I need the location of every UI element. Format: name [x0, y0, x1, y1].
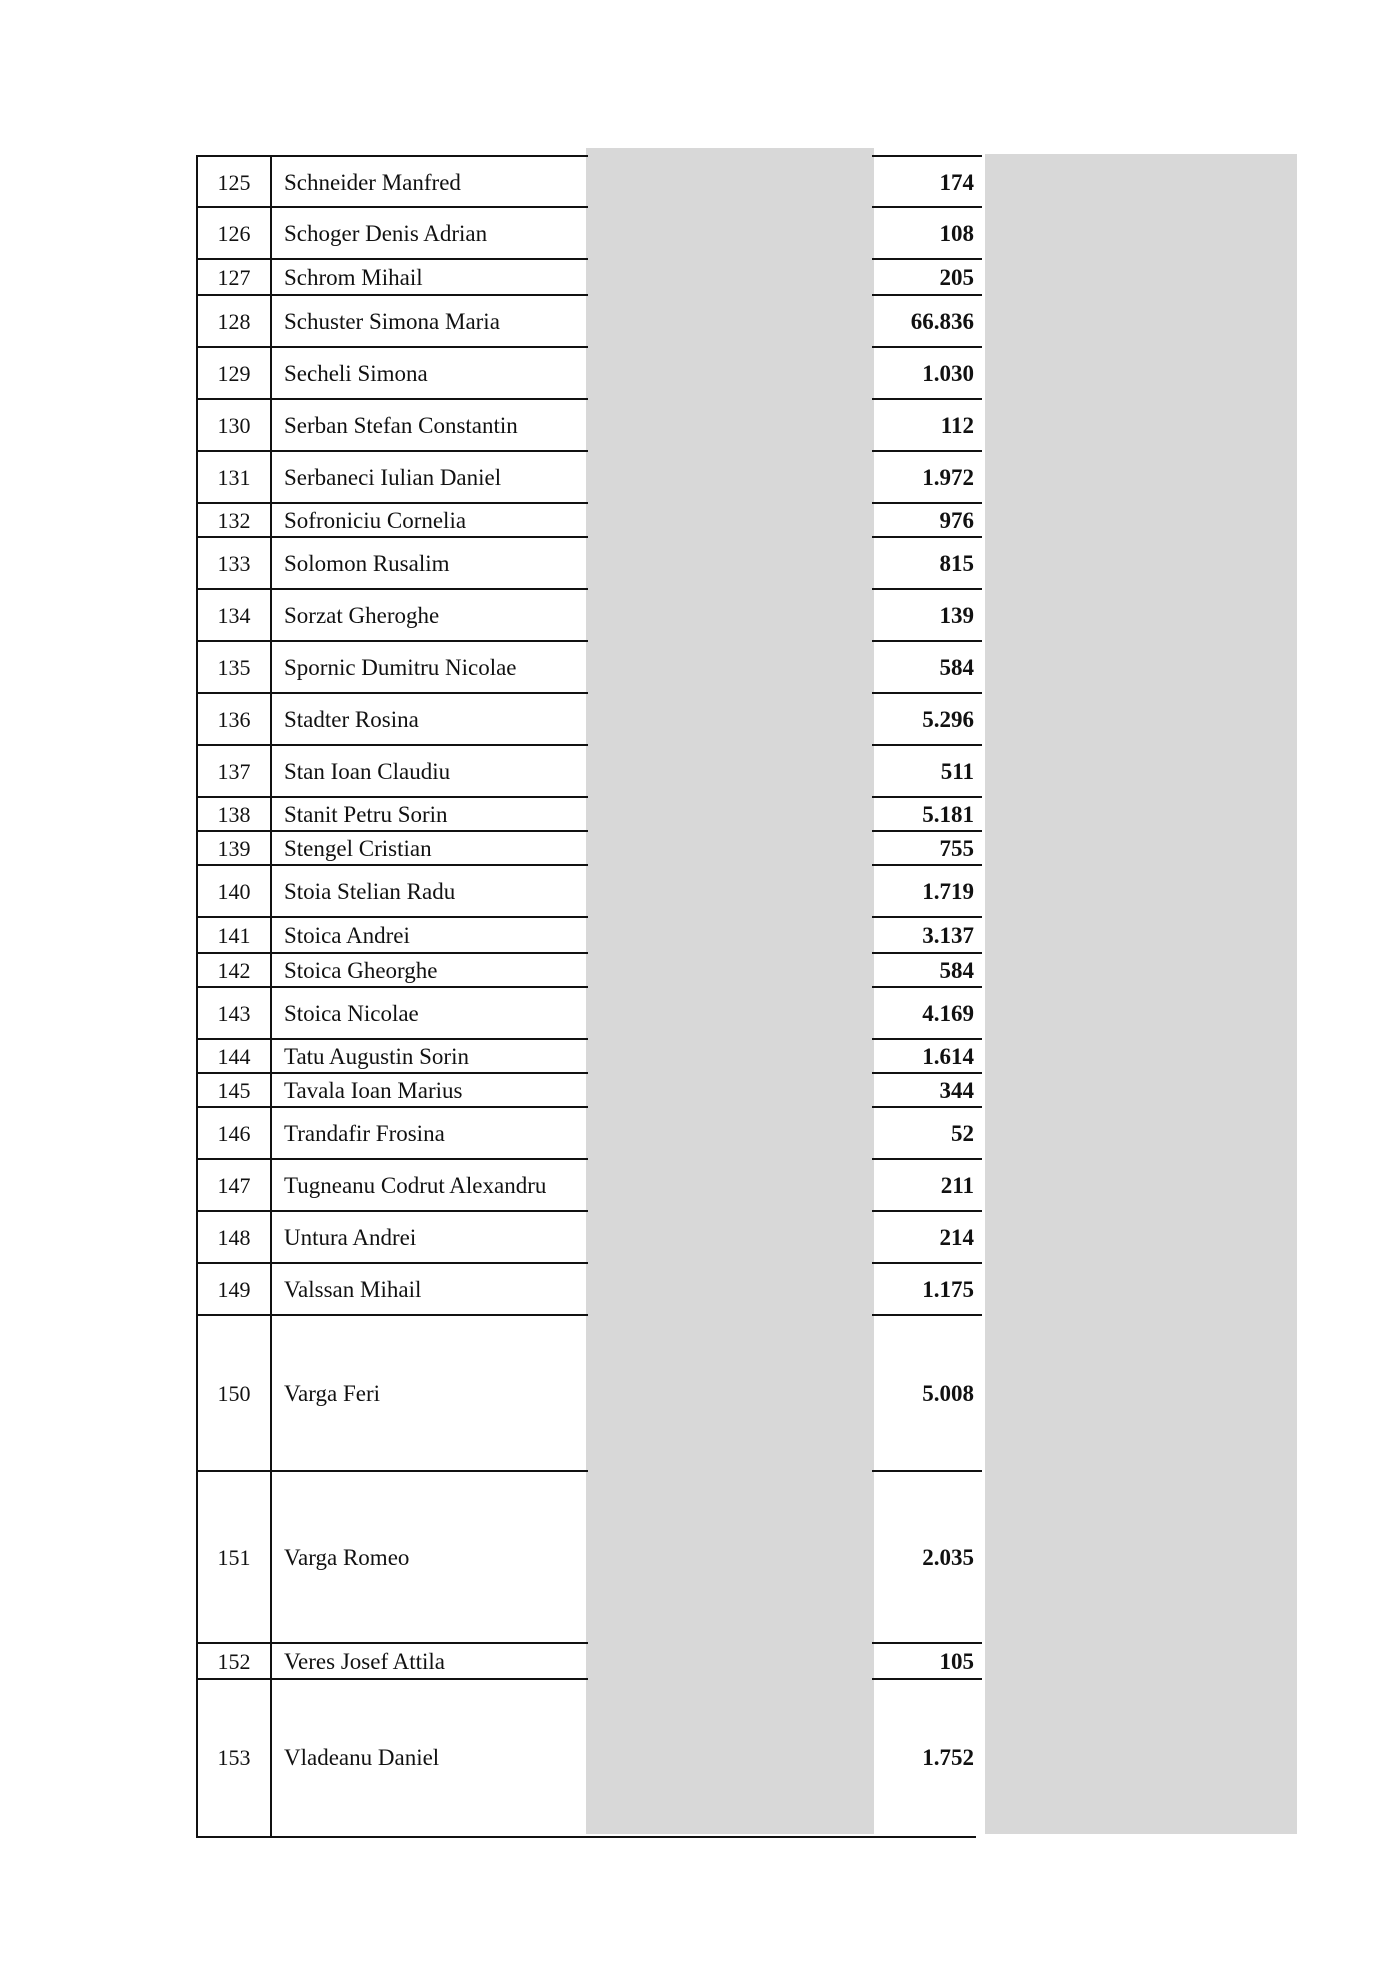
- row-value: 5.008: [922, 1381, 974, 1406]
- row-number: 135: [217, 655, 251, 680]
- row-name: Stadter Rosina: [284, 707, 419, 732]
- row-value: 1.030: [922, 361, 974, 386]
- row-value: 112: [940, 413, 974, 438]
- row-name: Secheli Simona: [284, 361, 428, 386]
- table-row: [198, 746, 980, 798]
- table-row: [198, 694, 980, 746]
- row-name: Spornic Dumitru Nicolae: [284, 655, 517, 680]
- table-row: [198, 208, 980, 260]
- table-row: [198, 296, 980, 348]
- row-value: 584: [939, 655, 974, 680]
- table-row: [198, 1212, 980, 1264]
- row-value: 4.169: [922, 1001, 974, 1026]
- table-row: [198, 832, 980, 866]
- row-number: 149: [217, 1277, 251, 1302]
- row-value: 584: [939, 958, 974, 983]
- row-name: Schneider Manfred: [284, 169, 461, 195]
- row-number: 136: [217, 707, 251, 732]
- row-number: 137: [217, 759, 251, 784]
- row-name: Sorzat Gheroghe: [284, 603, 440, 628]
- table-row: [198, 1264, 980, 1316]
- row-number: 146: [217, 1121, 251, 1146]
- row-number: 147: [217, 1173, 251, 1198]
- row-number: 151: [217, 1545, 251, 1570]
- row-value: 976: [939, 508, 974, 533]
- row-number: 144: [217, 1044, 251, 1069]
- row-name: Vladeanu Daniel: [284, 1745, 440, 1770]
- row-name: Tatu Augustin Sorin: [284, 1044, 469, 1069]
- table-row: [198, 1644, 980, 1680]
- table-row: [198, 1680, 980, 1836]
- row-value: 5.181: [922, 802, 974, 827]
- row-name: Tavala Ioan Marius: [284, 1078, 463, 1103]
- row-value: 3.137: [922, 923, 974, 948]
- row-number: 148: [217, 1225, 251, 1250]
- redaction-block: [985, 154, 1297, 1834]
- row-value: 66.836: [910, 309, 974, 334]
- row-name: Stoia Stelian Radu: [284, 879, 456, 904]
- row-name: Stoica Andrei: [284, 923, 410, 948]
- row-name: Varga Romeo: [284, 1545, 410, 1570]
- table-row: [198, 452, 980, 504]
- row-name: Serban Stefan Constantin: [284, 413, 518, 438]
- table-row: [198, 1040, 980, 1074]
- row-number: 129: [217, 361, 251, 386]
- table-row: [198, 400, 980, 452]
- table-row: [198, 504, 980, 538]
- row-name: Untura Andrei: [284, 1225, 417, 1250]
- row-number: 126: [217, 221, 251, 246]
- row-number: 130: [217, 413, 251, 438]
- row-number: 131: [217, 465, 251, 490]
- row-name: Veres Josef Attila: [284, 1649, 445, 1674]
- row-value: 1.972: [922, 465, 974, 490]
- table-row: [198, 590, 980, 642]
- row-number: 145: [217, 1078, 251, 1103]
- row-value: 815: [939, 551, 974, 576]
- row-value: 344: [939, 1078, 974, 1103]
- table-row: [198, 918, 980, 954]
- row-number: 143: [217, 1001, 251, 1026]
- row-value: 108: [939, 221, 974, 246]
- row-name: Stoica Nicolae: [284, 1001, 419, 1026]
- row-value: 174: [939, 169, 974, 195]
- table-row: [198, 157, 980, 208]
- row-name: Stanit Petru Sorin: [284, 802, 448, 827]
- row-name: Stoica Gheorghe: [284, 958, 438, 983]
- row-number: 133: [217, 551, 251, 576]
- row-name: Schuster Simona Maria: [284, 309, 500, 334]
- table-row: [198, 798, 980, 832]
- row-value: 205: [939, 265, 974, 290]
- row-name: Stan Ioan Claudiu: [284, 759, 451, 784]
- row-number: 153: [217, 1745, 251, 1770]
- row-number: 142: [217, 958, 251, 983]
- table-row: [198, 642, 980, 694]
- row-name: Varga Feri: [284, 1381, 381, 1406]
- row-number: 132: [217, 508, 251, 533]
- row-value: 1.719: [922, 879, 974, 904]
- row-value: 105: [939, 1649, 974, 1674]
- row-value: 1.175: [922, 1277, 974, 1302]
- row-value: 511: [940, 759, 974, 784]
- row-value: 211: [940, 1173, 974, 1198]
- table-row: [198, 1108, 980, 1160]
- table-row: [198, 348, 980, 400]
- row-value: 214: [939, 1225, 974, 1250]
- row-number: 152: [217, 1649, 251, 1674]
- row-number: 139: [217, 836, 251, 861]
- row-name: Solomon Rusalim: [284, 551, 450, 576]
- table-row: [198, 1160, 980, 1212]
- row-value: 52: [951, 1121, 974, 1146]
- table-row: [198, 954, 980, 988]
- row-name: Serbaneci Iulian Daniel: [284, 465, 502, 490]
- table-row: [198, 866, 980, 918]
- table-row: [198, 1472, 980, 1644]
- table-row: [198, 1316, 980, 1472]
- row-number: 140: [217, 879, 251, 904]
- row-number: 141: [217, 923, 251, 948]
- row-number: 150: [217, 1381, 251, 1406]
- row-value: 1.614: [922, 1044, 974, 1069]
- table-row: [198, 538, 980, 590]
- table-row: [198, 1074, 980, 1108]
- row-value: 139: [939, 603, 974, 628]
- row-value: 755: [939, 836, 974, 861]
- table-row: [198, 260, 980, 296]
- row-name: Tugneanu Codrut Alexandru: [284, 1173, 547, 1198]
- row-number: 125: [217, 169, 251, 195]
- row-name: Sofroniciu Cornelia: [284, 508, 467, 533]
- table-border: [196, 1836, 976, 1838]
- row-name: Stengel Cristian: [284, 836, 432, 861]
- table-row: [198, 988, 980, 1040]
- row-value: 5.296: [922, 707, 974, 732]
- row-value: 2.035: [922, 1545, 974, 1570]
- row-name: Schrom Mihail: [284, 265, 423, 290]
- row-number: 128: [217, 309, 251, 334]
- row-number: 134: [217, 603, 251, 628]
- row-number: 127: [217, 265, 251, 290]
- row-name: Schoger Denis Adrian: [284, 221, 488, 246]
- row-name: Valssan Mihail: [284, 1277, 422, 1302]
- row-number: 138: [217, 802, 251, 827]
- row-value: 1.752: [922, 1745, 974, 1770]
- row-name: Trandafir Frosina: [284, 1121, 445, 1146]
